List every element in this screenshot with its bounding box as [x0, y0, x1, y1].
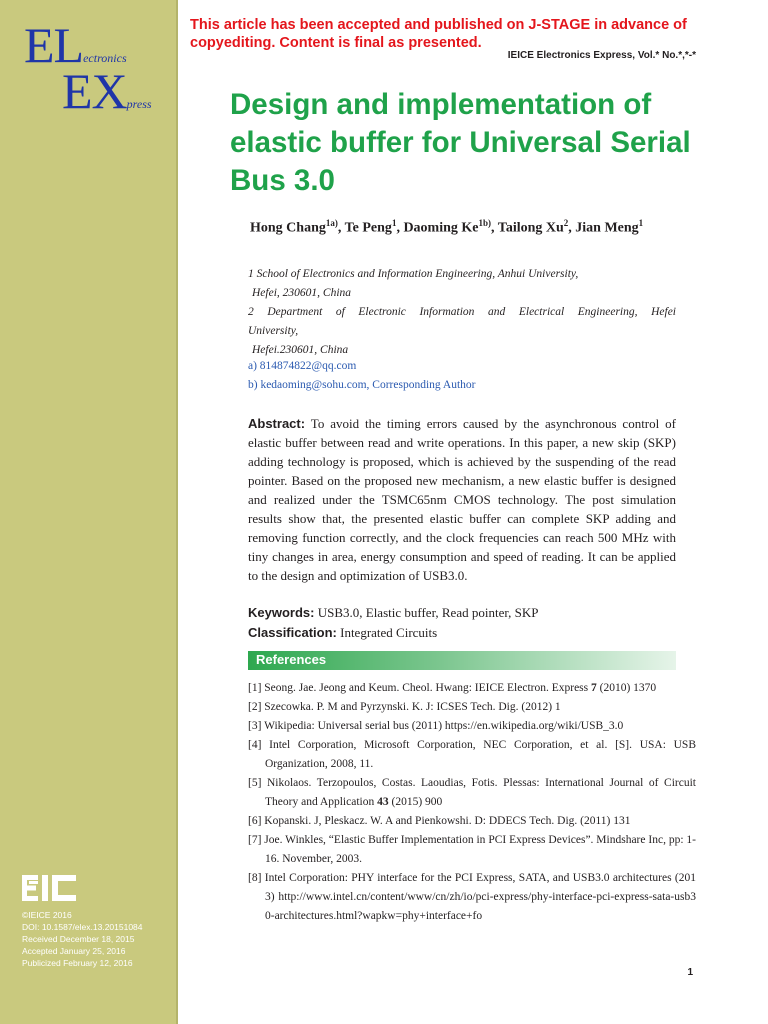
sidebar: [0, 0, 176, 1024]
author-list: [250, 218, 643, 237]
keywords: [248, 605, 676, 621]
reference-text: [1] Seong. Jae. Jeong and Keum. Cheol. Hwang: IEICE Electron. Express: [248, 682, 592, 694]
advance-publication-notice: This article has been accepted and published on J-STAGE in advance of copyediting. Content is final as presented.: [190, 17, 687, 51]
keywords-text: USB3.0, Elastic buffer, Read pointer, SKP: [317, 605, 539, 620]
abstract-label: Abstract:: [248, 416, 306, 431]
reference-item: [248, 812, 696, 831]
author-name: Daoming Ke: [403, 220, 479, 236]
abstract: [248, 414, 676, 585]
publication-meta: [22, 909, 143, 969]
published-date: Publicized February 12, 2016: [22, 958, 133, 968]
logo-el-small: ectronics: [83, 51, 127, 65]
logo-ex-text: EX: [62, 63, 127, 119]
logo-el-text: EL: [24, 17, 84, 73]
references-list: [248, 679, 696, 926]
reference-volume: 43: [377, 796, 389, 808]
reference-text-tail: (2015) 900: [388, 796, 443, 808]
sidebar-divider: [176, 0, 178, 1024]
reference-text[interactable]: [3] Wikipedia: Universal serial bus (2011) https://en.wikipedia.org/wiki/USB_3.0: [248, 720, 624, 732]
author-separator: ,: [396, 220, 404, 236]
eic-logo: [22, 873, 78, 903]
received-date: Received December 18, 2015: [22, 934, 135, 944]
affiliation-2-line3: Hefei.230601, China: [252, 344, 349, 356]
author-affil-mark: 1: [638, 218, 644, 228]
journal-reference: IEICE Electronics Express, Vol.* No.*,*-*: [507, 50, 696, 61]
affiliation-2-line1: 2 Department of Electronic Information and Electrical Engineering, Hefei: [248, 306, 676, 318]
classification-text: Integrated Circuits: [340, 625, 438, 640]
affiliation-1-line2: Hefei, 230601, China: [252, 287, 352, 299]
email-b-link[interactable]: b) kedaoming@sohu.com, Corresponding Author: [248, 379, 476, 391]
author-name: Hong Chang: [250, 220, 326, 236]
reference-item: [248, 831, 696, 869]
reference-text: [5] Nikolaos. Terzopoulos, Costas. Laoudias, Fotis. Plessas: International Journal of Circuit Theory and Application: [248, 777, 696, 808]
references-title: References: [256, 652, 327, 667]
reference-text: [4] Intel Corporation, Microsoft Corporation, NEC Corporation, et al. [S]. USA: USB Organization, 2008, 11.: [248, 739, 696, 770]
email-a-link[interactable]: a) 814874822@qq.com: [248, 360, 357, 372]
journal-logo-ex: [62, 63, 152, 119]
author-affil-mark: 2: [563, 218, 569, 228]
author-separator: ,: [337, 220, 345, 236]
reference-item: [248, 717, 696, 736]
logo-ex-small: press: [126, 97, 152, 111]
reference-item: [248, 679, 696, 698]
author-separator: ,: [568, 220, 576, 236]
paper-title: Design and implementation of elastic buffer for Universal Serial Bus 3.0: [230, 88, 691, 197]
reference-item: [248, 736, 696, 774]
author-name: Te Peng: [344, 220, 392, 236]
page-number: 1: [687, 967, 693, 978]
classification-label: Classification:: [248, 625, 337, 640]
author-separator: ,: [491, 220, 498, 236]
reference-item: [248, 774, 696, 812]
affiliation-2-line2: University,: [248, 325, 299, 337]
keywords-label: Keywords:: [248, 605, 315, 620]
author-affil-mark: 1a): [325, 218, 338, 228]
author-affil-mark: 1b): [478, 218, 492, 228]
author-name: Jian Meng: [575, 220, 639, 236]
author-name: Tailong Xu: [497, 220, 564, 236]
accepted-date: Accepted January 25, 2016: [22, 946, 126, 956]
doi: DOI: 10.1587/elex.13.20151084: [22, 922, 143, 932]
reference-text: [7] Joe. Winkles, “Elastic Buffer Implementation in PCI Express Devices”. Mindshare Inc, pp: 1-16. November, 2003.: [248, 834, 696, 865]
reference-text: [6] Kopanski. J, Pleskacz. W. A and Pienkowshi. D: DDECS Tech. Dig. (2011) 131: [248, 815, 631, 827]
reference-item: [248, 869, 696, 926]
abstract-text: To avoid the timing errors caused by the asynchronous control of elastic buffer between read and write operations. In this paper, a new skip (SKP) adding technology is proposed, which is achieved by the suspending of the read pointer. Based on the proposed new mechanism, a new elastic buffer is designed and realized under the TSMC65nm CMOS technology. The post simulation results show that, the presented elastic buffer can complete SKP adding and removing function correctly, and the clock frequencies can reach 500 MHz with tiny changes in area, energy consumption and speed of reading. It can be applied to the design and optimization of USB3.0.: [248, 416, 677, 583]
author-affil-mark: 1: [391, 218, 397, 228]
affiliation-1-line1: 1 School of Electronics and Information Engineering, Anhui University,: [248, 268, 579, 280]
references-header-bar: [248, 651, 676, 670]
reference-item: [248, 698, 696, 717]
reference-text[interactable]: [8] Intel Corporation: PHY interface for the PCI Express, SATA, and USB3.0 architectures (2013) http://www.intel.cn/content/www/cn/zh/io/pci-express/phy-interface-pci-express-sata-usb30-architectures.html?wapkw=phy+interface+fo: [248, 872, 696, 922]
copyright: ©IEICE 2016: [22, 910, 72, 920]
classification: [248, 625, 676, 641]
reference-text-tail: (2010) 1370: [596, 682, 657, 694]
reference-volume: 7: [591, 682, 597, 694]
reference-text: [2] Szecowka. P. M and Pyrzynski. K. J: ICSES Tech. Dig. (2012) 1: [248, 701, 561, 713]
